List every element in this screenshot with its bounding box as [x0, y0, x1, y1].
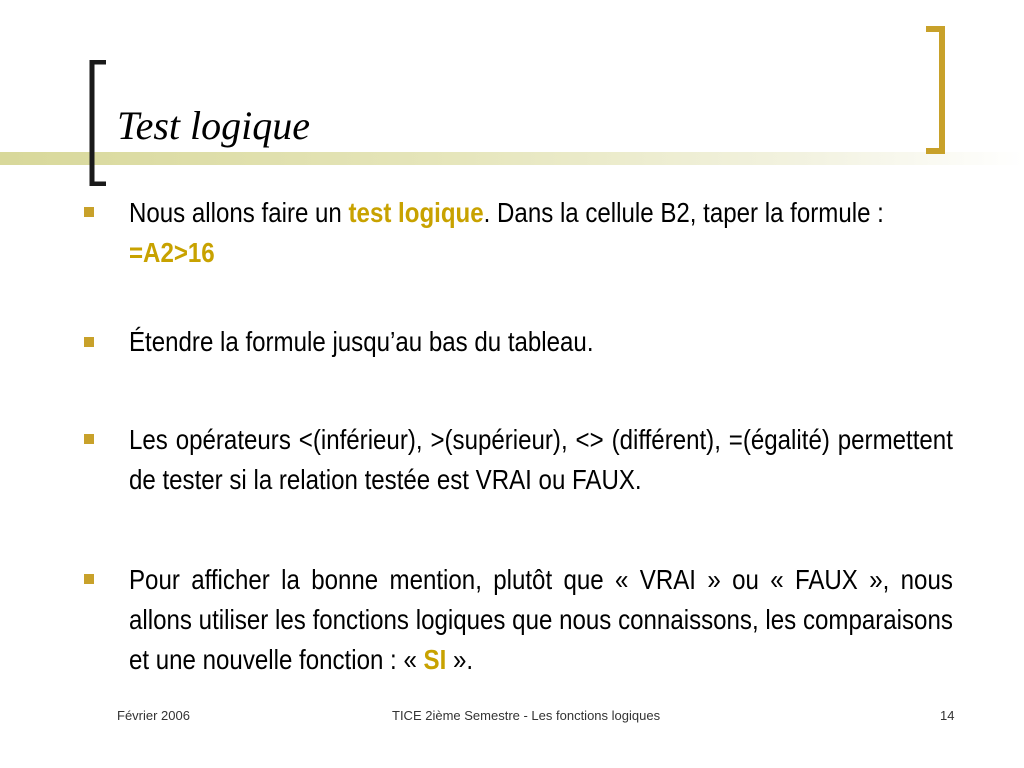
bullet-3-text — [129, 420, 953, 500]
bullet-marker — [84, 574, 94, 584]
bullet-3-text-content: Les opérateurs <(inférieur), >(supérieur), <> (différent), =(égalité) permettent de tester si la relation testée est VRAI ou FAUX. — [129, 424, 953, 495]
bullet-1-text — [129, 193, 953, 273]
bullet-marker — [84, 337, 94, 347]
bullet-4-text-b: ». — [446, 644, 474, 675]
bullet-4-keyword: SI — [423, 644, 447, 675]
bullet-4-text-a: Pour afficher la bonne mention, plutôt que « VRAI » ou « FAUX », nous allons utiliser les fonctions logiques que nous connaissons, les comparaisons et une nouvelle fonction : « — [129, 564, 953, 675]
slide-title: Test logique — [117, 103, 310, 148]
bullet-1-text-a: Nous allons faire un — [129, 197, 349, 228]
footer-page-number: 14 — [940, 708, 955, 723]
bullet-1-text-b: . Dans la cellule B2, taper la formule : — [483, 197, 884, 228]
bullet-2-text — [129, 322, 953, 362]
bullet-1-keyword: test logique — [348, 197, 484, 228]
footer-course-title: TICE 2ième Semestre - Les fonctions logiques — [392, 708, 661, 723]
bullet-marker — [84, 207, 94, 217]
bullet-4-text — [129, 560, 953, 680]
footer-date: Février 2006 — [117, 708, 190, 723]
bullet-marker — [84, 434, 94, 444]
bullet-2-text-content: Étendre la formule jusqu’au bas du tableau. — [129, 326, 594, 357]
bullet-1-formula: =A2>16 — [129, 237, 215, 268]
